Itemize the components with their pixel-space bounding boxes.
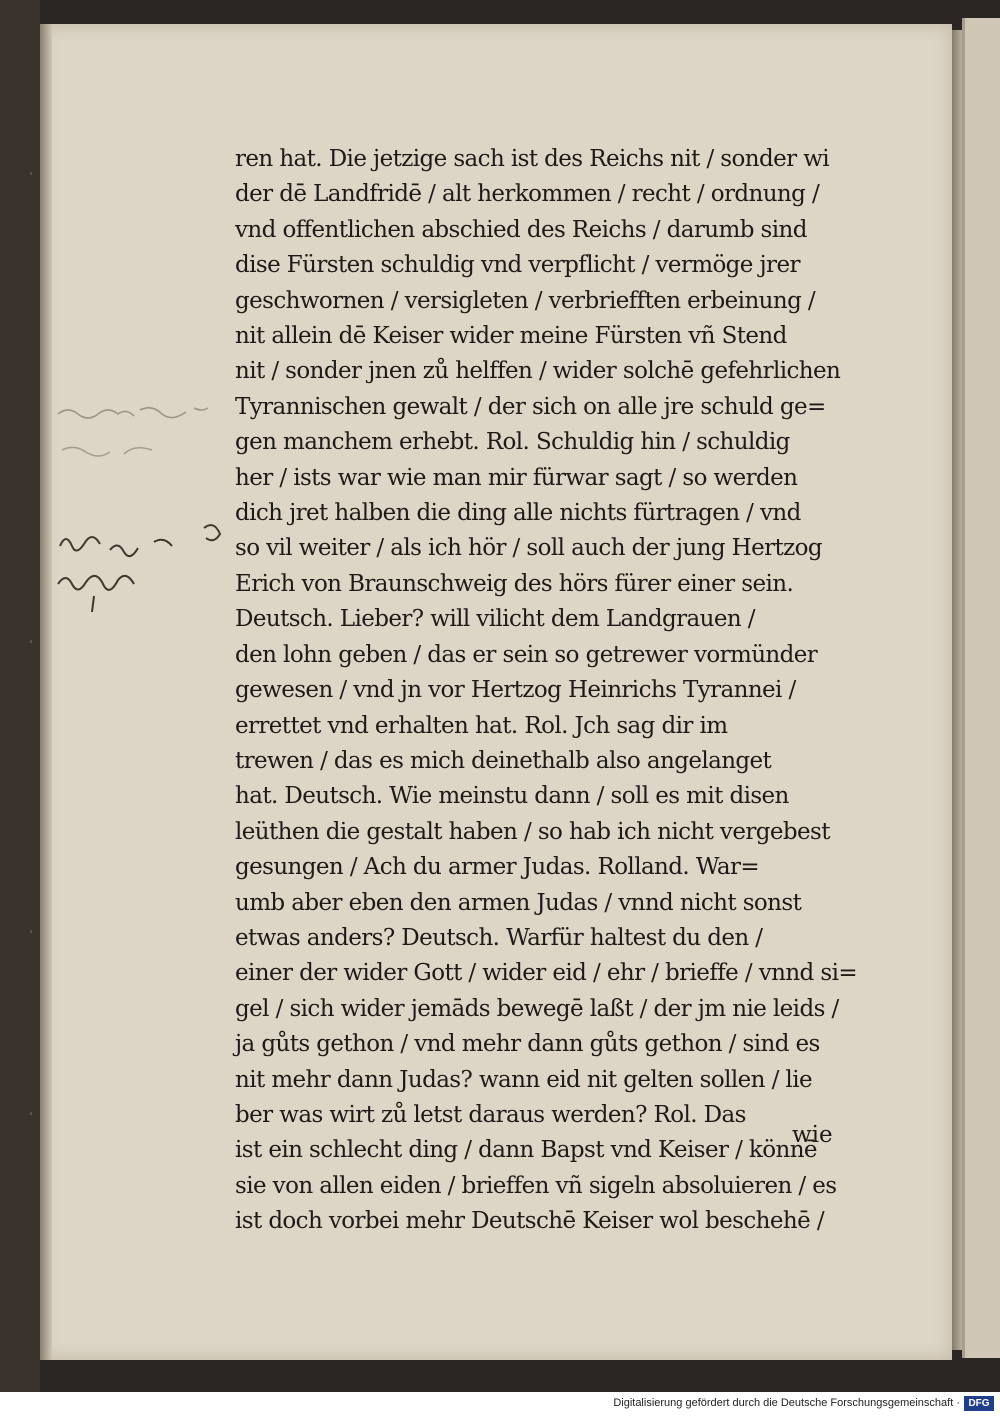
text-line: her / ists war wie man mir fürwar sagt / so werden [235,464,798,491]
dfg-logo-icon: DFG [964,1396,994,1411]
text-line: gesungen / Ach du armer Judas. Rolland. War= [235,854,760,881]
text-line: Erich von Braunschweig des hörs fürer einer sein. [235,570,794,597]
text-line: errettet vnd erhalten hat. Rol. Jch sag dir im [235,712,728,739]
text-line: etwas anders? Deutsch. Warfür haltest du den / [235,924,763,951]
text-line: vnd offentlichen abschied des Reichs / darumb sind [235,216,807,243]
text-line: Tyrannischen gewalt / der sich on alle jre schuld ge= [235,393,826,420]
text-line: dich jret halben die ding alle nichts fürtragen / vnd [235,500,801,527]
text-line: dise Fürsten schuldig vnd verpflicht / vermöge jrer [235,252,800,279]
page-gutter [40,24,52,1360]
text-line: gewesen / vnd jn vor Hertzog Heinrichs Tyrannei / [235,677,796,704]
text-line: gel / sich wider jemāds bewegē laßt / der jm nie leids / [235,995,839,1022]
text-line: nit mehr dann Judas? wann eid nit gelten sollen / lie [235,1066,812,1093]
text-line: gen manchem erhebt. Rol. Schuldig hin / schuldig [235,429,790,456]
page-text [235,142,885,1240]
text-line: umb aber eben den armen Judas / vnnd nicht sonst [235,889,802,916]
funding-credit: Digitalisierung gefördert durch die Deutsche Forschungsgemeinschaft · [613,1397,960,1409]
margin-tick [30,930,32,933]
text-line: leüthen die gestalt haben / so hab ich nicht vergebest [235,818,830,845]
margin-tick [30,640,32,643]
text-line: nit allein dē Keiser wider meine Fürsten vñ Stend [235,323,787,350]
text-line: den lohn geben / das er sein so getrewer vormünder [235,641,818,668]
margin-tick [30,1112,32,1115]
handwritten-marginalia-icon [54,400,224,620]
text-line: sie von allen eiden / brieffen vñ sigeln absoluieren / es [235,1172,837,1199]
facing-page-edge [962,18,1000,1358]
margin-tick [30,172,32,175]
text-line: ren hat. Die jetzige sach ist des Reichs nit / sonder wi [235,146,830,172]
footer-bar [0,1392,1000,1416]
text-line: einer der wider Gott / wider eid / ehr / brieffe / vnnd si= [235,960,858,987]
text-line: hat. Deutsch. Wie meinstu dann / soll es mit disen [235,783,789,810]
catchword: wie [792,1122,833,1148]
text-line: ist ein schlecht ding / dann Bapst vnd Keiser / könnē [235,1137,817,1164]
text-line: ber was wirt zů letst daraus werden? Rol. Das [235,1101,746,1128]
text-line: der dē Landfridē / alt herkommen / recht / ordnung / [235,181,820,208]
text-line: nit / sonder jnen zů helffen / wider solchē gefehrlichen [235,358,841,385]
text-line: ja gůts gethon / vnd mehr dann gůts gethon / sind es [235,1031,820,1058]
text-line: geschwornen / versigleten / verbriefften erbeinung / [235,287,816,314]
text-line: trewen / das es mich deinethalb also angelanget [235,747,772,774]
text-line: Deutsch. Lieber? will vilicht dem Landgrauen / [235,606,755,633]
text-line: ist doch vorbei mehr Deutschē Keiser wol beschehē / [235,1208,824,1235]
text-line: so vil weiter / als ich hör / soll auch der jung Hertzog [235,535,823,562]
book-cover-board [0,0,40,1392]
